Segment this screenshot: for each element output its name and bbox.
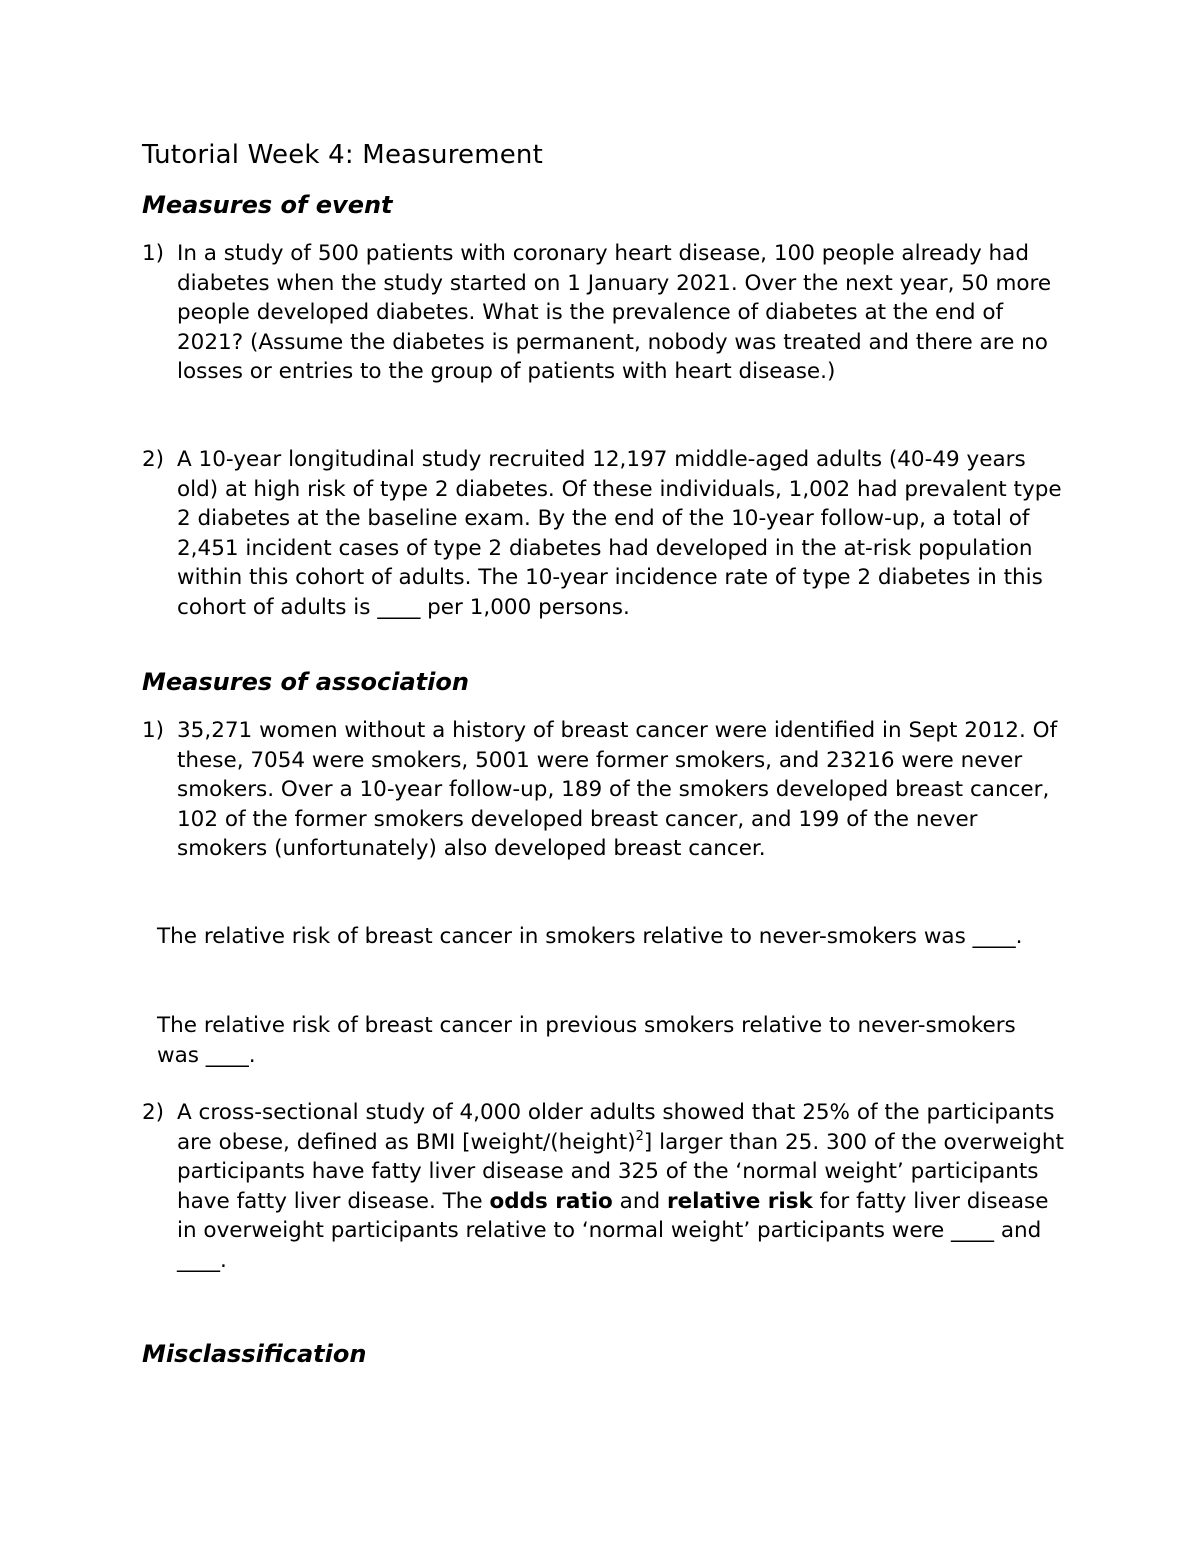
question-text <box>177 1098 1072 1276</box>
question-number: 1) <box>142 241 165 266</box>
question-number: 1) <box>142 718 165 743</box>
heading-measures-of-event: Measures of event <box>142 191 393 219</box>
text-run: A cross-sectional study of 4,000 older adults showed that 25% of the participants are obese, defined as BMI [weight/(height) <box>177 1100 1055 1155</box>
rr-previous-smokers-prompt: The relative risk of breast cancer in previous smokers relative to never-smokers was ____. <box>157 1013 1016 1068</box>
association-question-1 <box>142 716 1072 864</box>
question-number: 2) <box>142 447 165 472</box>
question-text: A 10-year longitudinal study recruited 12,197 middle-aged adults (40-49 years old) at high risk of type 2 diabetes. Of these individuals, 1,002 had prevalent type 2 diabetes at the baseline exam. By the end of the 10-year follow-up, a total of 2,451 incident cases of type 2 diabetes had developed in the at-risk population within this cohort of adults. The 10-year incidence rate of type 2 diabetes in this cohort of adults is ____ per 1,000 persons. <box>177 447 1062 620</box>
text-run: for fatty liver disease in overweight participants relative to ‘normal weight’ participants were ____ and ____. <box>177 1188 1049 1273</box>
heading-misclassification: Misclassification <box>142 1340 367 1368</box>
superscript: 2 <box>635 1128 644 1144</box>
heading-measures-of-association: Measures of association <box>142 668 469 696</box>
text-run: ] larger than 25. 300 of the overweight participants have fatty liver disease and 325 of the ‘normal weight’ participants have fatty liver disease. The <box>177 1129 1064 1214</box>
question-number: 2) <box>142 1100 165 1125</box>
page-title: Tutorial Week 4: Measurement <box>142 140 544 170</box>
question-text: In a study of 500 patients with coronary heart disease, 100 people already had diabetes when the study started on 1 January 2021. Over the next year, 50 more people developed diabetes. What is the prevalence of diabetes at the end of 2021? (Assume the diabetes is permanent, nobody was treated and there are no losses or entries to the group of patients with heart disease.) <box>177 241 1052 385</box>
text-run: and <box>612 1188 667 1214</box>
event-question-2 <box>142 445 1072 623</box>
rr-smokers-prompt: The relative risk of breast cancer in smokers relative to never-smokers was ____. <box>157 924 1023 949</box>
bold-term-odds-ratio: odds ratio <box>489 1188 613 1214</box>
question-text: 35,271 women without a history of breast cancer were identified in Sept 2012. Of these, 7054 were smokers, 5001 were former smokers, and 23216 were never smokers. Over a 10-year follow-up, 189 of the smokers developed breast cancer, 102 of the former smokers developed breast cancer, and 199 of the never smokers (unfortunately) also developed breast cancer. <box>177 718 1058 862</box>
association-question-2 <box>142 1098 1072 1276</box>
bold-term-relative-risk: relative risk <box>666 1188 813 1214</box>
event-question-1 <box>142 239 1072 387</box>
